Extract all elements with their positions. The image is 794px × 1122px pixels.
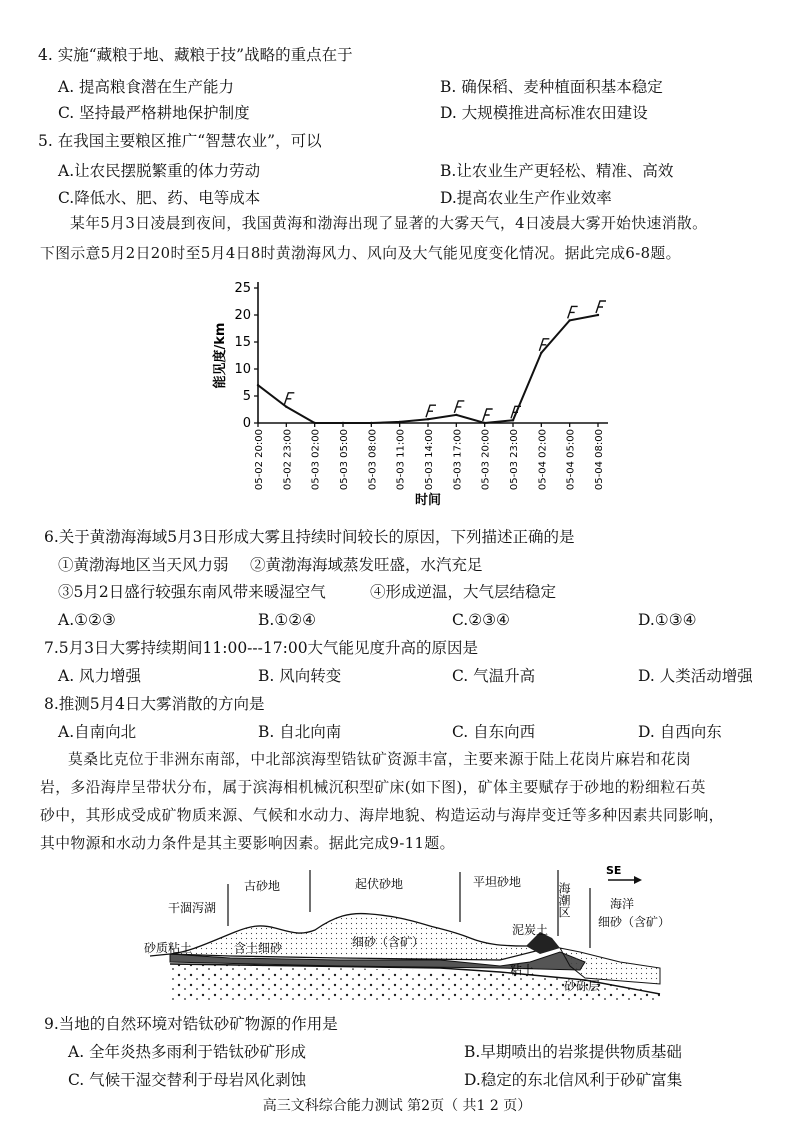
visibility-chart [200,278,620,513]
q7-stem: 7.5月3日大雾持续期间11:00---17:00大气能见度升高的原因是 [44,639,479,657]
direction-label: SE [606,864,622,877]
passage2-line2: 岩，多沿海岸呈带状分布，属于滨海相机械沉积型矿床(如下图)，矿体主要赋存于砂地的粉细粒石英 [40,779,706,796]
data-point [285,406,287,408]
q7-option-b: B. 风向转变 [258,667,342,685]
wind-barb [483,409,493,421]
label-soil-sand: 含土细砂 [234,941,283,955]
passage2-line4: 其中物源和水动力条件是其主要影响因素。据此完成9-11题。 [40,835,455,852]
visibility-line [258,315,598,423]
wind-barb [568,306,578,318]
q4-option-b: B. 确保稻、麦种植面积基本稳定 [440,78,663,96]
wind-barb [596,301,606,313]
x-tick-label: 05-03 14:00 [424,429,435,491]
y-tick-label: 10 [234,362,251,377]
y-tick-label: 15 [234,335,251,350]
x-tick-label: 05-03 20:00 [480,429,492,491]
q8-option-b: B. 自北向南 [258,723,342,741]
q4-option-c: C. 坚持最严格耕地保护制度 [58,104,250,122]
q4-option-d: D. 大规模推进高标准农田建设 [440,104,648,122]
q8-option-d: D. 自西向东 [638,723,722,741]
label-ocean-sand: 细砂（含矿） [598,915,671,929]
passage2-line1: 莫桑比克位于非洲东南部，中北部滨海型锆钛矿资源丰富，主要来源于陆上花岗片麻岩和花岗 [68,751,692,768]
data-point [398,421,400,423]
label-gravel: 砂砾层 [564,979,601,993]
data-point [483,422,485,424]
y-axis-label: 能见度/km [213,322,228,389]
q9-option-b: B.早期喷出的岩浆提供物质基础 [464,1043,682,1061]
x-tick-label: 05-02 20:00 [254,429,265,491]
x-axis-label: 时间 [414,493,442,508]
data-point [512,419,514,421]
y-tick-label: 0 [242,416,251,431]
wind-barb [454,401,464,413]
label-fine-sand: 细砂（含矿） [352,935,425,949]
q6-statement-4: ④形成逆温，大气层结稳定 [370,583,557,601]
x-tick-label: 05-04 05:00 [565,429,577,491]
passage2-line3: 砂中，其形成受成矿物质来源、气候和水动力、海岸地貌、构造运动与海岸变迁等多种因素共同影响， [40,807,724,824]
label-flat-sand: 平坦砂地 [473,875,522,889]
label-rolling-sand: 起伏砂地 [355,877,404,891]
label-clay: 粘土 [510,963,535,977]
q7-option-a: A. 风力增强 [58,667,142,685]
coastal-cross-section-diagram [140,862,680,1002]
wind-barb [284,393,294,405]
wind-barb [426,405,436,417]
passage1-line2: 下图示意5月2日20时至5月4日8时黄渤海风力、风向及大气能见度变化情况。据此完成6-8题。 [40,245,681,262]
label-tidal: 海潮区 [557,882,571,918]
y-tick-label: 25 [234,281,251,296]
x-tick-label: 05-03 05:00 [339,429,350,491]
data-point [568,319,570,321]
q6-statement-3: ③5月2日盛行较强东南风带来暖湿空气 [58,583,326,601]
q5-option-c: C.降低水、肥、药、电等成本 [58,189,261,207]
label-dry-lake: 干涸泻湖 [168,901,217,915]
x-tick-label: 05-03 17:00 [452,429,464,491]
data-point [370,422,372,424]
label-sandy-clay: 砂质粘土 [144,941,193,955]
wind-barb [511,406,521,418]
q9-stem: 9.当地的自然环境对锆钛砂矿物源的作用是 [44,1015,338,1033]
page-footer: 高三文科综合能力测试 第2页（ 共1 2 页） [262,1098,532,1114]
q9-option-c: C. 气候干湿交替利于母岩风化剥蚀 [68,1071,307,1089]
data-point [540,352,542,354]
label-old-sand: 古砂地 [244,879,281,893]
passage1-line1: 某年5月3日凌晨到夜间，我国黄海和渤海出现了显著的大雾天气，4日凌晨大雾开始快速消散。 [70,215,708,232]
q5-option-d: D.提高农业生产作业效率 [440,189,612,207]
data-point [342,422,344,424]
q4-option-a: A. 提高粮食潜在生产能力 [58,78,235,96]
y-tick-label: 20 [234,308,251,323]
q9-option-a: A. 全年炎热多雨利于锆钛砂矿形成 [68,1043,307,1061]
q8-option-a: A.自南向北 [58,723,137,741]
x-tick-label: 05-03 08:00 [367,429,379,491]
x-tick-label: 05-04 02:00 [537,429,549,491]
q5-stem: 5. 在我国主要粮区推广“智慧农业”，可以 [38,132,322,150]
q6-option-c: C.②③④ [452,611,510,629]
q9-option-d: D.稳定的东北信风利于砂矿富集 [464,1071,683,1089]
data-point [313,422,315,424]
data-point [455,414,457,416]
q7-option-c: C. 气温升高 [452,667,536,685]
q6-option-b: B.①②④ [258,611,317,629]
q6-option-a: A.①②③ [58,611,116,629]
q8-stem: 8.推测5月4日大雾消散的方向是 [44,695,265,713]
q5-option-b: B.让农业生产更轻松、精准、高效 [440,162,674,180]
q6-stem: 6.关于黄渤海海域5月3日形成大雾且持续时间较长的原因，下列描述正确的是 [44,528,575,546]
q6-statement-1: ①黄渤海地区当天风力弱 [58,556,229,574]
data-point [597,314,599,316]
x-tick-label: 05-02 23:00 [282,429,294,491]
q7-option-d: D. 人类活动增强 [638,667,753,685]
x-tick-label: 05-03 23:00 [509,429,520,491]
x-tick-label: 05-03 11:00 [395,429,407,491]
data-point [427,418,429,420]
label-ocean: 海洋 [610,897,635,911]
q4-stem: 4. 实施“藏粮于地、藏粮于技”战略的重点在于 [38,46,353,64]
q6-statement-2: ②黄渤海海域蒸发旺盛，水汽充足 [250,556,483,574]
q6-option-d: D.①③④ [638,611,697,629]
q8-option-c: C. 自东向西 [452,723,536,741]
data-point [257,384,259,386]
q5-option-a: A.让农民摆脱繁重的体力劳动 [58,162,261,180]
y-tick-label: 5 [242,389,251,404]
label-peat: 泥炭土 [512,923,549,937]
x-tick-label: 05-04 08:00 [594,429,605,491]
x-tick-label: 05-03 02:00 [310,429,322,491]
